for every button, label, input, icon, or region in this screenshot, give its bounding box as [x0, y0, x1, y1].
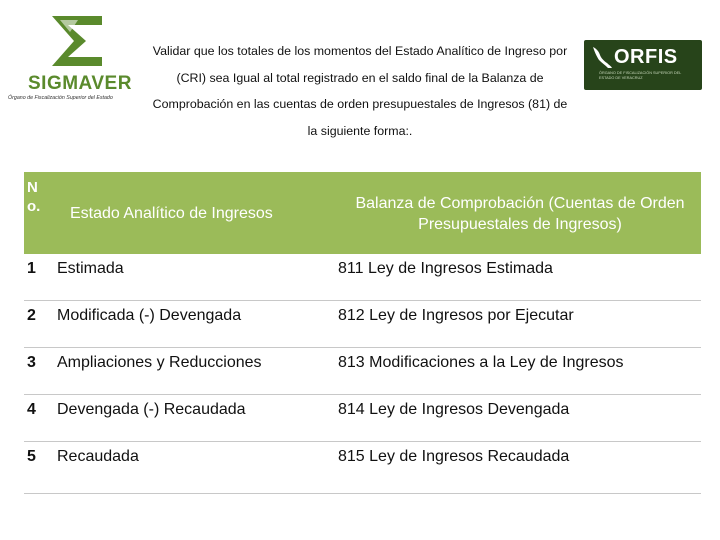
table-row	[24, 442, 701, 494]
row-balanza: 812 Ley de Ingresos por Ejecutar	[338, 307, 574, 324]
table-header-row	[24, 172, 701, 254]
sigma-logo-icon	[48, 12, 106, 70]
orfis-veracruz-map-icon	[591, 45, 613, 69]
row-no: 3	[27, 354, 36, 371]
row-estado: Ampliaciones y Reducciones	[57, 354, 262, 371]
row-no: 5	[27, 448, 36, 465]
header-no: No.	[27, 179, 41, 215]
header-estado-analitico: Estado Analítico de Ingresos	[70, 205, 273, 222]
row-estado: Estimada	[57, 260, 124, 277]
sigmaver-title: SIGMAVER	[28, 73, 132, 94]
table-row	[24, 395, 701, 442]
row-no: 4	[27, 401, 36, 418]
header-balanza: Balanza de Comprobación (Cuentas de Orden Presupuestales de Ingresos)	[355, 195, 685, 233]
row-estado: Modificada (-) Devengada	[57, 307, 242, 324]
table-row	[24, 348, 701, 395]
row-no: 1	[27, 260, 36, 277]
row-no: 2	[27, 307, 36, 324]
instruction-text: Validar que los totales de los momentos del Estado Analítico de Ingreso por (CRI) sea Igual al total registrado en el saldo final de la Balanza de Comprobación en las cuentas de orden presupuestales de Ingresos (81) de la siguiente forma:.	[152, 44, 568, 138]
orfis-logo	[584, 40, 702, 90]
sigmaver-logo	[8, 12, 150, 104]
row-balanza: 813 Modificaciones a la Ley de Ingresos	[338, 354, 624, 371]
row-estado: Recaudada	[57, 448, 139, 465]
table-row	[24, 301, 701, 348]
row-balanza: 811 Ley de Ingresos Estimada	[338, 260, 553, 277]
orfis-subtitle: ÓRGANO DE FISCALIZACIÓN SUPERIOR DEL ESTADO DE VERACRUZ	[599, 71, 682, 80]
validation-table	[24, 172, 701, 494]
orfis-title: ORFIS	[614, 46, 678, 68]
table-row	[24, 254, 701, 301]
row-estado: Devengada (-) Recaudada	[57, 401, 246, 418]
row-balanza: 815 Ley de Ingresos Recaudada	[338, 448, 570, 465]
sigmaver-subtitle: Órgano de Fiscalización Superior del Estado	[8, 95, 113, 101]
row-balanza: 814 Ley de Ingresos Devengada	[338, 401, 570, 418]
